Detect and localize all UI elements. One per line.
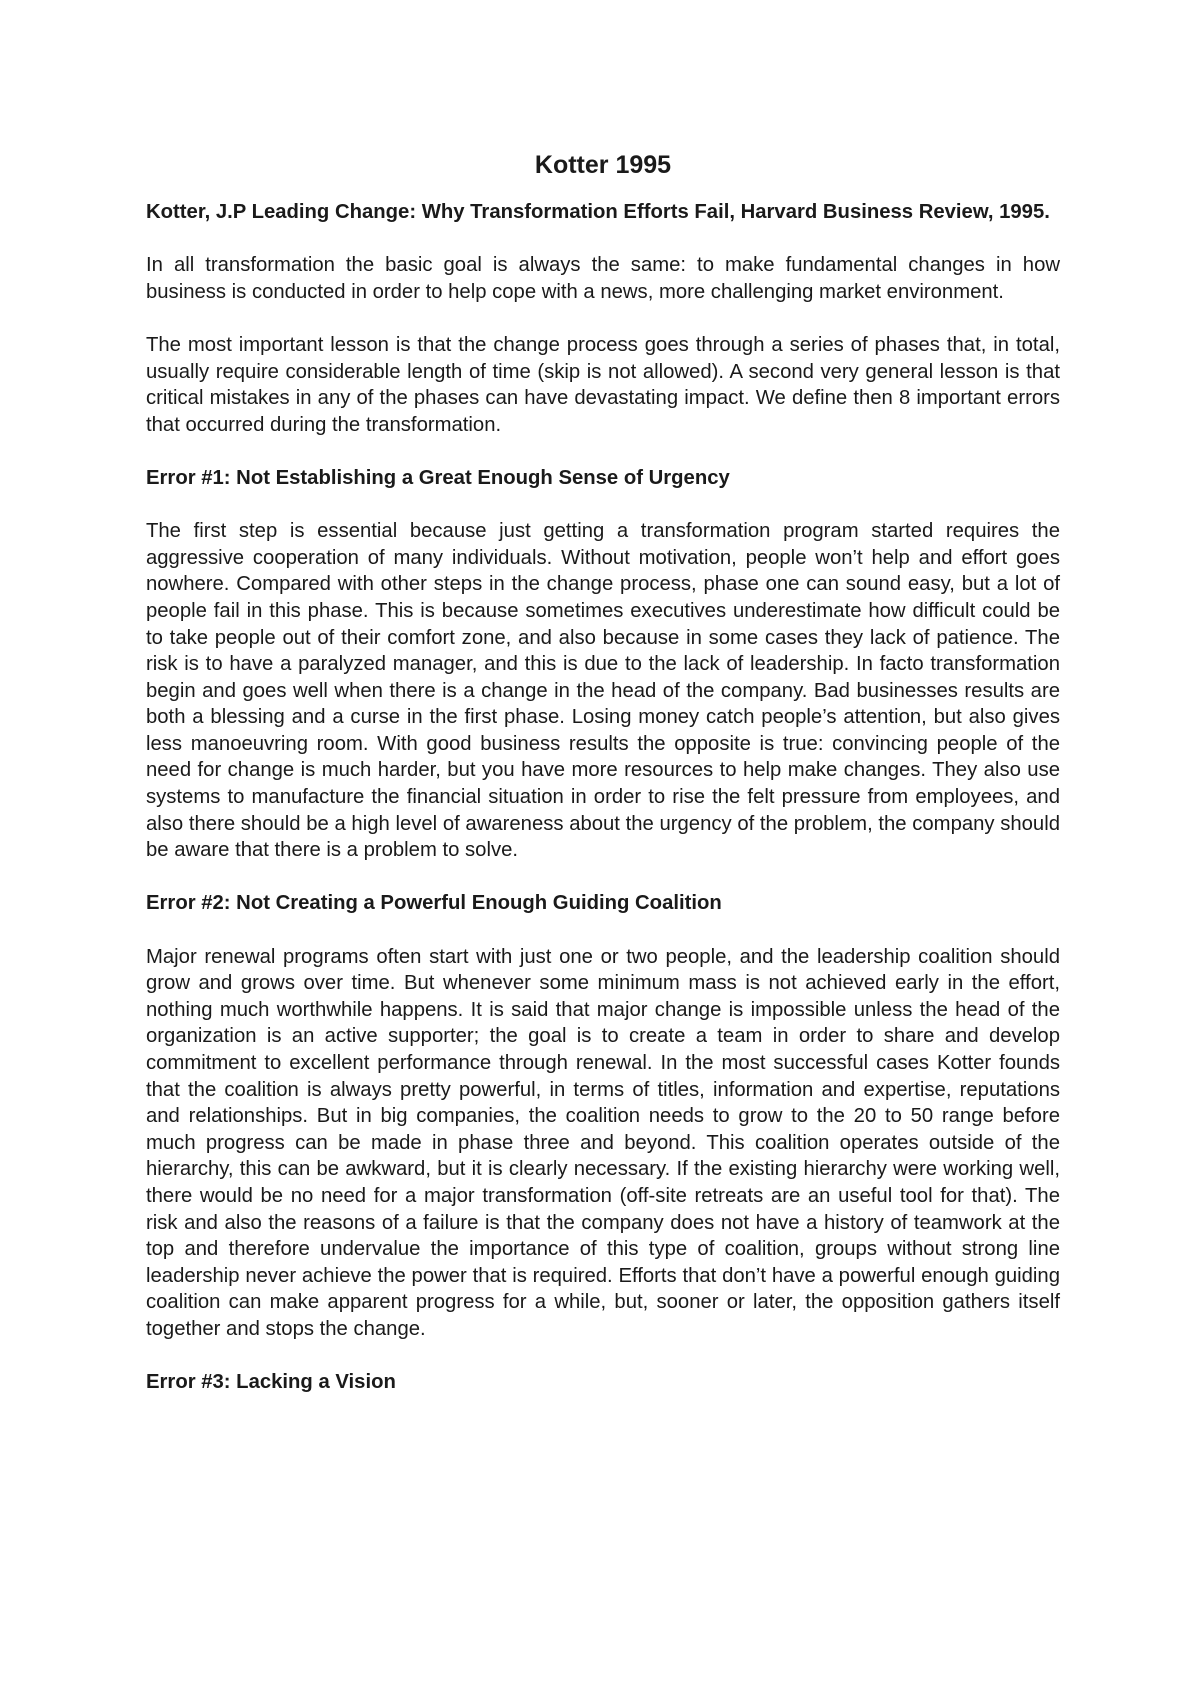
intro-paragraph: In all transformation the basic goal is always the same: to make fundamental changes in how business is conducted in order to help cope with a news, more challenging market environment.: [146, 254, 1060, 303]
section-heading-error-3: Error #3: Lacking a Vision: [146, 1371, 396, 1394]
spacer: [146, 305, 1060, 332]
spacer: [146, 864, 1060, 891]
section-heading-error-2: Error #2: Not Creating a Powerful Enough Guiding Coalition: [146, 892, 722, 915]
spacer: [146, 492, 1060, 519]
spacer: [146, 917, 1060, 944]
section-body-error-2: Major renewal programs often start with just one or two people, and the leadership coalition should grow and grows over time. But whenever some minimum mass is not achieved early in the effort, nothing much worthwhile happens. It is said that major change is impossible unless the head of the organization is an active supporter; the goal is to create a team in order to share and develop commitment to excellent performance through renewal. In the most successful cases Kotter founds that the coalition is always pretty powerful, in terms of titles, information and expertise, reputations and relationships. But in big companies, the coalition needs to grow to the 20 to 50 range before much progress can be made in phase three and beyond. This coalition operates outside of the hierarchy, this can be awkward, but it is clearly necessary. If the existing hierarchy were working well, there would be no need for a major transformation (off-site retreats are an useful tool for that). The risk and also the reasons of a failure is that the company does not have a history of teamwork at the top and therefore undervalue the importance of this type of coalition, groups without strong line leadership never achieve the power that is required. Efforts that don’t have a powerful enough guiding coalition can make apparent progress for a while, but, sooner or later, the opposition gathers itself together and stops the change.: [146, 945, 1060, 1340]
section-body-error-1: The first step is essential because just getting a transformation program started requires the aggressive cooperation of many individuals. Without motivation, people won’t help and effort goes nowhere. Compared with other steps in the change process, phase one can sound easy, but a lot of people fail in this phase. This is because sometimes executives underestimate how difficult could be to take people out of their comfort zone, and also because in some cases they lack of patience. The risk is to have a paralyzed manager, and this is due to the lack of leadership. In facto transformation begin and goes well when there is a change in the head of the company. Bad businesses results are both a blessing and a curse in the first phase. Losing money catch people’s attention, but also gives less manoeuvring room. With good business results the opposite is true: convincing people of the need for change is much harder, but you have more resources to help make changes. They also use systems to manufacture the financial situation in order to rise the felt pressure from employees, and also there should be a high level of awareness about the urgency of the problem, the company should be aware that there is a problem to solve.: [146, 520, 1060, 862]
spacer: [146, 438, 1060, 465]
document-title: Kotter 1995: [534, 151, 672, 179]
section-heading-error-1: Error #1: Not Establishing a Great Enough Sense of Urgency: [146, 466, 730, 489]
intro-paragraph: The most important lesson is that the change process goes through a series of phases that, in total, usually require considerable length of time (skip is not allowed). A second very general lesson is that critical mistakes in any of the phases can have devastating impact. We define then 8 important errors that occurred during the transformation.: [146, 333, 1060, 436]
spacer: [146, 226, 1060, 253]
document-page: [146, 150, 1060, 1396]
spacer: [146, 1343, 1060, 1370]
citation: Kotter, J.P Leading Change: Why Transformation Efforts Fail, Harvard Business Review, 1995.: [146, 201, 1050, 223]
